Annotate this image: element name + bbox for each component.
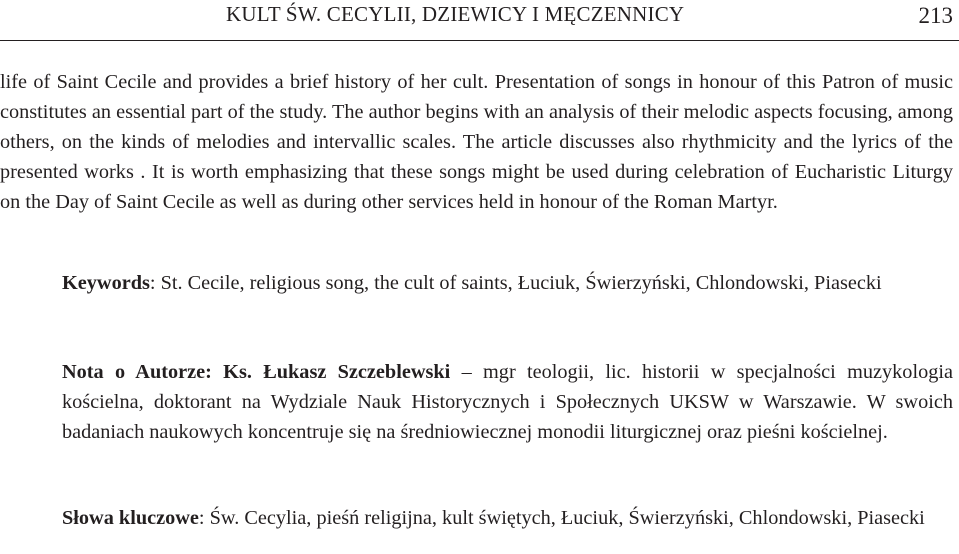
keywords-label: Keywords	[62, 272, 150, 294]
author-note-text: – mgr teologii, lic. historii w specjalności muzykologia kościelna, doktorant na Wydziale Nauk Historycznych i Społecznych UKSW w Warszawie. W swoich badaniach naukowych koncentruje się na średniowiecznej monodii liturgicznej oraz pieśni kościelnej.	[62, 361, 953, 443]
author-note-paragraph	[0, 357, 953, 447]
slowa-kluczowe-separator: :	[198, 507, 205, 529]
page-header	[0, 0, 959, 42]
header-rule	[0, 40, 959, 41]
slowa-kluczowe-paragraph	[0, 503, 953, 533]
keywords-text: St. Cecile, religious song, the cult of saints, Łuciuk, Świerzyński, Chlondowski, Piasecki	[155, 272, 882, 294]
slowa-kluczowe-text: Św. Cecylia, pieśń religijna, kult świętych, Łuciuk, Świerzyński, Chlondowski, Piasecki	[204, 507, 925, 529]
author-note-label: Nota o Autorze: Ks. Łukasz Szczeblewski	[62, 361, 451, 383]
running-title: KULT ŚW. CECYLII, DZIEWICY I MĘCZENNICY	[226, 2, 685, 26]
keywords-paragraph	[0, 268, 953, 298]
keywords-separator: :	[149, 272, 156, 294]
page-number: 213	[918, 3, 953, 28]
slowa-kluczowe-label: Słowa kluczowe	[62, 507, 199, 529]
abstract-paragraph: life of Saint Cecile and provides a brief history of her cult. Presentation of songs in honour of this Patron of music constitutes an essential part of the study. The author begins with an analysis of their melodic aspects focusing, among others, on the kinds of melodies and intervallic scales. The article discusses also rhythmicity and the lyrics of the presented works . It is worth emphasizing that these songs might be used during celebration of Eucharistic Liturgy on the Day of Saint Cecile as well as during other services held in honour of the Roman Martyr.	[0, 71, 953, 213]
